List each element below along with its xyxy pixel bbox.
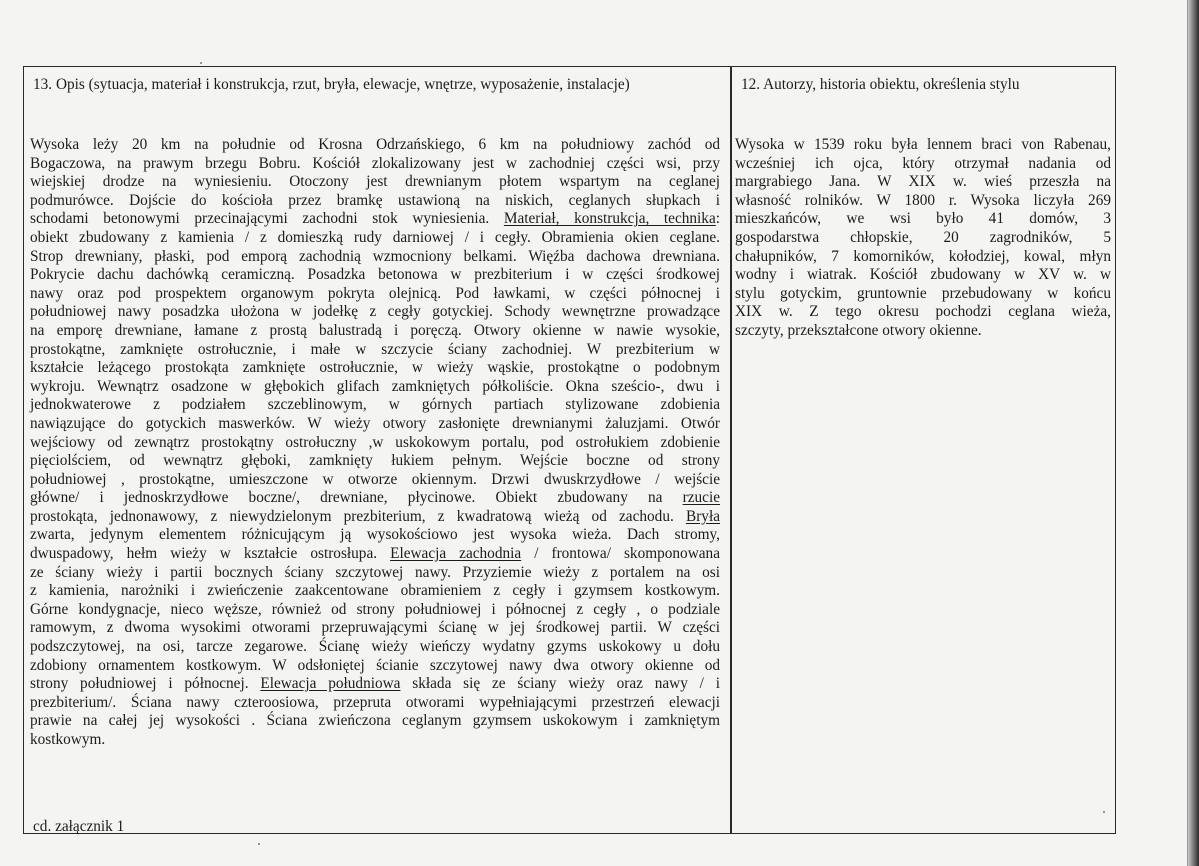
underlined-term: Bryła <box>686 507 720 525</box>
text-line: wejściowy od zewnątrz prostokątny ostrołuczny ,w uskokowym portalu, pod ostrołukiem zdobienie <box>30 433 720 451</box>
text-line: zwarta, jedynym elementem różnicującym ją wysokościowo jest wysoka wieża. Dach stromy, <box>30 526 720 544</box>
text-line: Pokrycie dachu dachówką ceramiczną. Posadzka betonowa w prezbiterium i w części środkowej <box>30 266 720 284</box>
text-line: na emporę drewniane, łamane z prostą balustradą i poręczą. Otwory okienne w nawie wysokie, <box>30 321 720 339</box>
text-line: dwuspadowy, hełm wieży w kształcie ostrosłupa. Elewacja zachodnia / frontowa/ skomponowana <box>30 545 720 563</box>
text-line: Bogaczowa, na prawym brzegu Bobru. Kościół zlokalizowany jest w zachodniej części wsi, przy <box>30 154 720 172</box>
text-line: podszczytowej, na osi, tarcze zegarowe. Ścianę wieży wieńczy wydatny gzyms uskokowy u dołu <box>30 638 720 656</box>
underlined-term: Materiał, konstrukcja, technika <box>503 210 716 228</box>
text-line: wodny i wiatrak. Kościół zbudowany w XV w. w <box>735 266 1111 284</box>
text-line: południowej , prostokątne, umieszczone w otworze okiennym. Drzwi dwuskrzydłowe / wejście <box>30 470 720 488</box>
text-line: ramowym, z dwoma wysokimi otworami przepruwającymi ścianę w jej środkowej partii. W części <box>30 619 720 637</box>
history-heading: 12. Autorzy, historia obiektu, określenia stylu <box>741 76 1020 93</box>
history-text <box>735 136 1111 341</box>
text-fragment: : <box>715 210 720 228</box>
text-line: kostkowym. <box>30 731 106 748</box>
text-line: nawy oraz pod prospektem organowym pokryta olejnicą. Pod ławkami, w części północnej i <box>30 284 720 302</box>
continuation-note: cd. załącznik 1 <box>33 818 125 835</box>
underlined-term: Elewacja zachodnia <box>390 545 522 563</box>
text-line: Górne kondygnacje, nieco węższe, również od strony południowej i północnej z cegły , o podziale <box>30 600 720 618</box>
scan-speck <box>200 62 202 64</box>
text-line: zdobiony ornamentem kostkowym. W odsłoniętej ścianie szczytowej nawy dwa otwory okienne od <box>30 656 720 674</box>
text-line: XIX w. Z tego okresu pochodzi ceglana wieża, <box>735 303 1111 321</box>
text-line: jednokwaterowe z podziałem szczeblinowym, w górnych partiach stylizowane zdobienia <box>30 396 720 414</box>
text-line: obiekt zbudowany z kamienia / z domieszką rudy darniowej / i cegły. Obramienia okien ceglane. <box>30 228 720 246</box>
text-line: Strop drewniany, płaski, pod emporą zachodnią wzmocniony belkami. Więźba dachowa drewniana. <box>30 247 720 265</box>
column-divider <box>730 66 732 834</box>
scan-edge <box>1187 0 1199 866</box>
text-fragment: składa się ze ściany wieży oraz nawy / i <box>400 675 720 693</box>
text-line: gospodarstwa chłopskie, 20 zagrodników, 5 <box>735 228 1111 246</box>
text-line: margrabiego Jana. W XIX w. wieś przeszła na <box>735 173 1111 191</box>
text-line: prostokąta, jednonawowy, z niewydzielonym prezbiterium, z kwadratową wieżą od zachodu. Bryła <box>30 507 720 525</box>
text-line: Wysoka leży 20 km na południe od Krosna Odrzańskiego, 6 km na południowy zachód od <box>30 136 720 153</box>
text-line: wcześniej ich ojca, który otrzymał nadania od <box>735 154 1111 172</box>
description-text <box>30 136 720 750</box>
text-line: nawiązujące do gotyckich maswerków. W wieży otwory zasłonięte drewnianymi żaluzjami. Otwór <box>30 414 720 432</box>
underlined-term: Elewacja południowa <box>260 675 401 693</box>
text-line: prawie na całej jej wysokości . Ściana zwieńczona ceglanym gzymsem uskokowym i zamkniętym <box>30 712 720 730</box>
text-line: chałupników, 7 komorników, kołodziej, kowal, młyn <box>735 247 1111 265</box>
text-line: południowej nawy posadzka ułożona w jodełkę z cegły gotyckiej. Schody wewnętrzne prowadzące <box>30 303 720 321</box>
underlined-term: rzucie <box>682 489 720 507</box>
text-line: Wysoka w 1539 roku była lennem braci von Rabenau, <box>735 136 1111 153</box>
description-heading: 13. Opis (sytuacja, materiał i konstrukcja, rzut, bryła, elewacje, wnętrze, wyposażenie, instalacje) <box>33 76 630 93</box>
text-line: strony południowej i północnej. Elewacja południowa składa się ze ściany wieży oraz nawy / i <box>30 675 720 693</box>
text-line: wykroju. Wewnątrz osadzone w głębokich glifach zamkniętych półkoliście. Okna sześcio-, dwu i <box>30 377 720 395</box>
text-line: główne/ i jednoskrzydłowe boczne/, drewniane, płycinowe. Obiekt zbudowany na rzucie <box>30 489 720 507</box>
text-line: podmurówce. Dojście do kościoła przez bramkę ustawioną na niskich, ceglanych słupkach i <box>30 191 720 209</box>
text-line: szczyty, przekształcone otwory okienne. <box>735 321 982 339</box>
scan-speck <box>258 843 260 845</box>
text-line: ze ściany wieży i partii bocznych ściany szczytowej nawy. Przyziemie wieży z portalem na osi <box>30 563 720 581</box>
text-line: stylu gotyckim, gruntownie przebudowany w końcu <box>735 284 1111 302</box>
scan-speck <box>1103 811 1105 813</box>
text-line: prostokątne, zamknięte ostrołucznie, i małe w szczycie ściany zachodniej. W prezbiterium w <box>30 340 720 358</box>
text-line: kształcie leżącego prostokąta zamknięte ostrołucznie, w wieży wąskie, prostokątne o podobnym <box>30 359 720 377</box>
text-line: prezbiterium/. Ściana nawy czteroosiowa, przepruta otworami wypełniającymi przestrzeń elewacji <box>30 693 720 711</box>
text-line: wiejskiej drodze na wyniesieniu. Otoczony jest drewnianym płotem wspartym na ceglanej <box>30 173 720 191</box>
text-fragment: / frontowa/ skomponowana <box>521 545 720 563</box>
text-line: własność rolników. W 1800 r. Wysoka liczyła 269 <box>735 191 1111 209</box>
text-line: pięciolściem, od wewnątrz głęboki, zamknięty łukiem pełnym. Wejście boczne od strony <box>30 452 720 470</box>
text-line: mieszkańców, we wsi było 41 domów, 3 <box>735 210 1111 228</box>
text-line: schodami betonowymi przecinającymi zachodni stok wyniesienia. Materiał, konstrukcja, technika: <box>30 210 720 228</box>
text-line: z kamienia, narożniki i zwieńczenie zaakcentowane obramieniem z cegły i gzymsem kostkowym. <box>30 582 720 600</box>
